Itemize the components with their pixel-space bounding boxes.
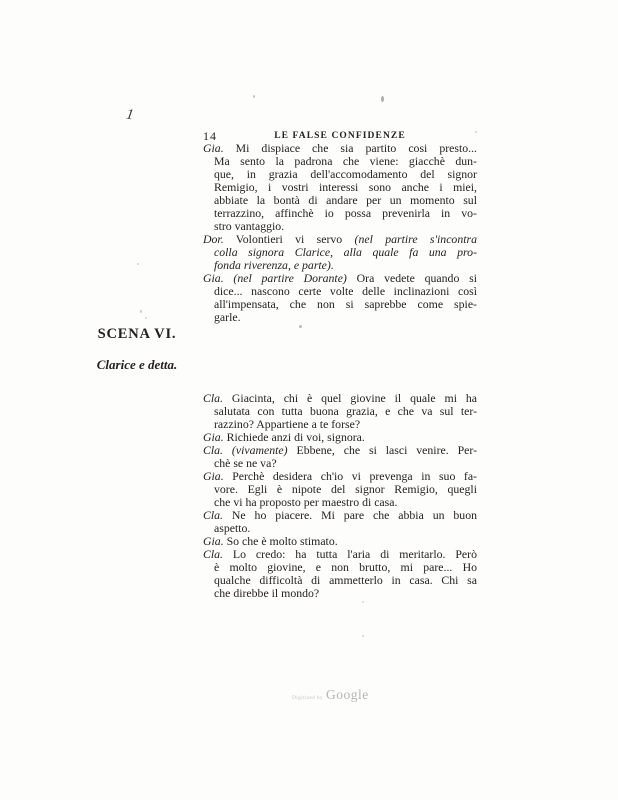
italic-text: Gia.	[203, 272, 224, 285]
italic-text: Cla.	[203, 392, 223, 405]
ink-speck	[362, 635, 364, 637]
dialogue-line	[203, 259, 477, 272]
roman-text: So che è molto stimato.	[223, 535, 338, 548]
roman-text: è molto giovine, e non brutto, mi pare... Ho	[214, 561, 477, 574]
dialogue-line	[203, 233, 477, 246]
roman-text: que, in grazia dell'accomodamento del signor	[214, 168, 477, 181]
roman-text: abbiate la bontà di andare per un momento sul	[214, 194, 477, 207]
page-header	[203, 129, 477, 143]
ink-speck	[381, 96, 384, 102]
italic-text: Gia.	[203, 142, 224, 155]
roman-text: Giacinta, chi è quel giovine il quale mi ha	[223, 392, 477, 405]
roman-text: aspetto.	[214, 522, 251, 535]
italic-text: fonda riverenza, e parte).	[214, 259, 334, 272]
dialogue-line	[203, 509, 477, 522]
dialogue-line	[203, 194, 477, 207]
ink-speck	[137, 263, 139, 265]
roman-text	[223, 444, 232, 457]
dialogue-line	[203, 155, 477, 168]
roman-text: Lo credo: ha tutta l'aria di meritarlo. Però	[223, 548, 477, 561]
dialogue-line	[203, 405, 477, 418]
italic-text: Dor.	[203, 233, 224, 246]
dialogue-line	[203, 470, 477, 483]
roman-text: qualche difficoltà di ammetterlo in casa. Chi sa	[214, 574, 477, 587]
scene-heading: SCENA VI.	[97, 326, 177, 342]
roman-text	[224, 272, 234, 285]
italic-text: (nel partire s'incontra	[354, 233, 477, 246]
dialogue-line	[203, 535, 477, 548]
dialogue-bottom	[203, 392, 477, 600]
dialogue-line	[203, 142, 477, 155]
italic-text: (nel partire Dorante)	[233, 272, 347, 285]
page-number: 14	[203, 129, 217, 143]
italic-text: colla signora Clarice, alla quale fa una pro-	[214, 246, 477, 259]
roman-text: salutata con tutta buona grazia, e che va sul ter-	[214, 405, 477, 418]
dialogue-line	[203, 483, 477, 496]
dialogue-line	[203, 311, 477, 324]
ink-speck	[140, 310, 142, 313]
roman-text: Ora vedete quando si	[346, 272, 477, 285]
italic-text: Gia.	[203, 431, 224, 444]
roman-text: Mi dispiace che sia partito cosi presto...	[223, 142, 477, 155]
ink-speck	[299, 325, 302, 328]
dialogue-line	[203, 181, 477, 194]
roman-text: che vi ha proposto per maestro di casa.	[214, 496, 398, 509]
dialogue-line	[203, 246, 477, 259]
roman-text: Ma sento la padrona che viene: giacchè dun-	[214, 155, 477, 168]
dialogue-line	[203, 457, 477, 470]
roman-text: vore. Egli è nipote del signor Remigio, quegli	[214, 483, 477, 496]
roman-text: stro vantaggio.	[214, 220, 285, 233]
roman-text: Perchè desidera ch'io vi prevenga in suo fa-	[223, 470, 477, 483]
ink-speck	[362, 601, 364, 603]
dialogue-line	[203, 574, 477, 587]
italic-text: (vivamente)	[231, 444, 288, 457]
watermark-brand-label: Google	[325, 687, 369, 702]
roman-text: all'impensata, che non si saprebbe come spie-	[214, 298, 477, 311]
roman-text: chè se ne va?	[214, 457, 277, 470]
roman-text: Ne ho piacere. Mi pare che abbia un buon	[223, 509, 477, 522]
dialogue-line	[203, 561, 477, 574]
dialogue-line	[203, 220, 477, 233]
dialogue-line	[203, 431, 477, 444]
roman-text: Volontieri vi servo	[223, 233, 355, 246]
roman-text: Remigio, i vostri interessi sono anche i miei,	[214, 181, 477, 194]
ink-speck	[475, 131, 477, 133]
handwritten-mark: 1	[124, 106, 135, 124]
dialogue-line	[203, 298, 477, 311]
dialogue-line	[203, 168, 477, 181]
roman-text: che direbbe il mondo?	[214, 587, 320, 600]
roman-text: garle.	[214, 311, 241, 324]
watermark-prefix-label: Digitized by	[292, 695, 323, 701]
dialogue-line	[203, 392, 477, 405]
roman-text: Ebbene, che si lasci venire. Per-	[287, 444, 477, 457]
italic-text: Cla.	[203, 444, 223, 457]
roman-text: dice... nascono certe volte delle inclinazioni così	[214, 285, 477, 298]
ink-speck	[253, 95, 255, 98]
dialogue-line	[203, 496, 477, 509]
roman-text: Richiede anzi di voi, signora.	[223, 431, 365, 444]
italic-text: Gia.	[203, 535, 224, 548]
dialogue-line	[203, 272, 477, 285]
italic-text: Cla.	[203, 548, 223, 561]
dialogue-line	[203, 522, 477, 535]
italic-text: Gia.	[203, 470, 224, 483]
scene-characters: Clarice e detta.	[96, 357, 178, 372]
google-watermark	[292, 687, 369, 703]
ink-speck	[145, 317, 147, 319]
dialogue-line	[203, 548, 477, 561]
roman-text: razzino? Appartiene a te forse?	[214, 418, 361, 431]
dialogue-line	[203, 444, 477, 457]
dialogue-line	[203, 285, 477, 298]
roman-text: terrazzino, affinchè io possa prevenirla in vo-	[214, 207, 477, 220]
dialogue-line	[203, 207, 477, 220]
dialogue-line	[203, 587, 477, 600]
running-title: LE FALSE CONFIDENZE	[274, 131, 406, 141]
italic-text: Cla.	[203, 509, 223, 522]
dialogue-line	[203, 418, 477, 431]
dialogue-top	[203, 142, 477, 324]
